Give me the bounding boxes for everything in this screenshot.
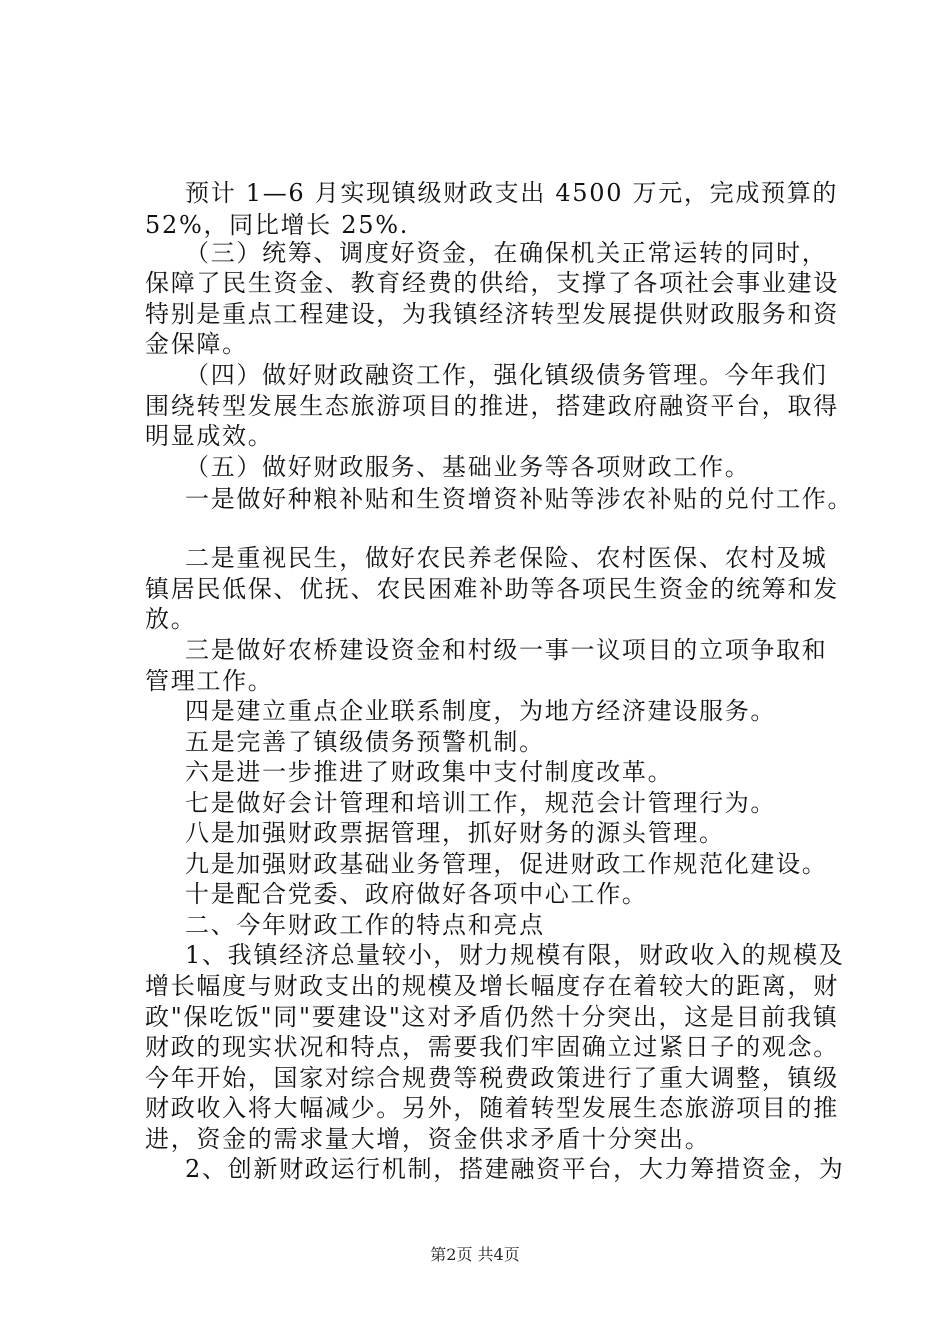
section-heading: 二、今年财政工作的特点和亮点	[185, 911, 545, 939]
text-line: 财政收入将大幅减少。另外，随着转型发展生态旅游项目的推	[145, 1094, 839, 1122]
text-line: 保障了民生资金、教育经费的供给，支撑了各项社会事业建设	[145, 269, 839, 297]
text-line: 特别是重点工程建设，为我镇经济转型发展提供财政服务和资	[145, 300, 839, 328]
text-line: 七是做好会计管理和培训工作，规范会计管理行为。	[185, 789, 777, 817]
text-line: 八是加强财政票据管理，抓好财务的源头管理。	[185, 819, 725, 847]
text-line: （四）做好财政融资工作，强化镇级债务管理。今年我们	[185, 361, 828, 389]
text-line: 一是做好种粮补贴和生资增资补贴等涉农补贴的兑付工作。	[185, 485, 854, 513]
text-line: 1、我镇经济总量较小，财力规模有限，财政收入的规模及	[185, 941, 845, 969]
text-line: 进，资金的需求量大增，资金供求矛盾十分突出。	[145, 1125, 711, 1153]
text-line: 二是重视民生，做好农民养老保险、农村医保、农村及城	[185, 544, 828, 572]
text-line: （三）统筹、调度好资金，在确保机关正常运转的同时，	[185, 239, 828, 267]
text-line: 2、创新财政运行机制，搭建融资平台，大力筹措资金，为	[185, 1155, 845, 1183]
text-line: 围绕转型发展生态旅游项目的推进，搭建政府融资平台，取得	[145, 392, 839, 420]
text-line: 四是建立重点企业联系制度，为地方经济建设服务。	[185, 697, 777, 725]
text-line: 金保障。	[145, 330, 248, 358]
text-line: 管理工作。	[145, 667, 274, 695]
text-line: 今年开始，国家对综合规费等税费政策进行了重大调整，镇级	[145, 1064, 839, 1092]
text-line: 财政的现实状况和特点，需要我们牢固确立过紧日子的观念。	[145, 1033, 839, 1061]
text-line: 增长幅度与财政支出的规模及增长幅度存在着较大的距离，财	[145, 972, 839, 1000]
text-line: （五）做好财政服务、基础业务等各项财政工作。	[185, 453, 751, 481]
text-line: 三是做好农桥建设资金和村级一事一议项目的立项争取和	[185, 636, 828, 664]
text-line: 明显成效。	[145, 422, 274, 450]
text-line: 放。	[145, 605, 197, 633]
text-line: 政"保吃饭"同"要建设"这对矛盾仍然十分突出，这是目前我镇	[145, 1003, 839, 1031]
text-line: 九是加强财政基础业务管理，促进财政工作规范化建设。	[185, 850, 828, 878]
text-line: 镇居民低保、优抚、农民困难补助等各项民生资金的统筹和发	[145, 575, 839, 603]
text-line: 六是进一步推进了财政集中支付制度改革。	[185, 758, 674, 786]
text-line: 预计 1—6 月实现镇级财政支出 4500 万元，完成预算的	[185, 179, 839, 207]
text-line: 五是完善了镇级债务预警机制。	[185, 728, 545, 756]
text-line: 十是配合党委、政府做好各项中心工作。	[185, 880, 648, 908]
text-line: 52%，同比增长 25%.	[145, 211, 410, 239]
page-number-footer: 第2页 共4页	[430, 1245, 520, 1264]
